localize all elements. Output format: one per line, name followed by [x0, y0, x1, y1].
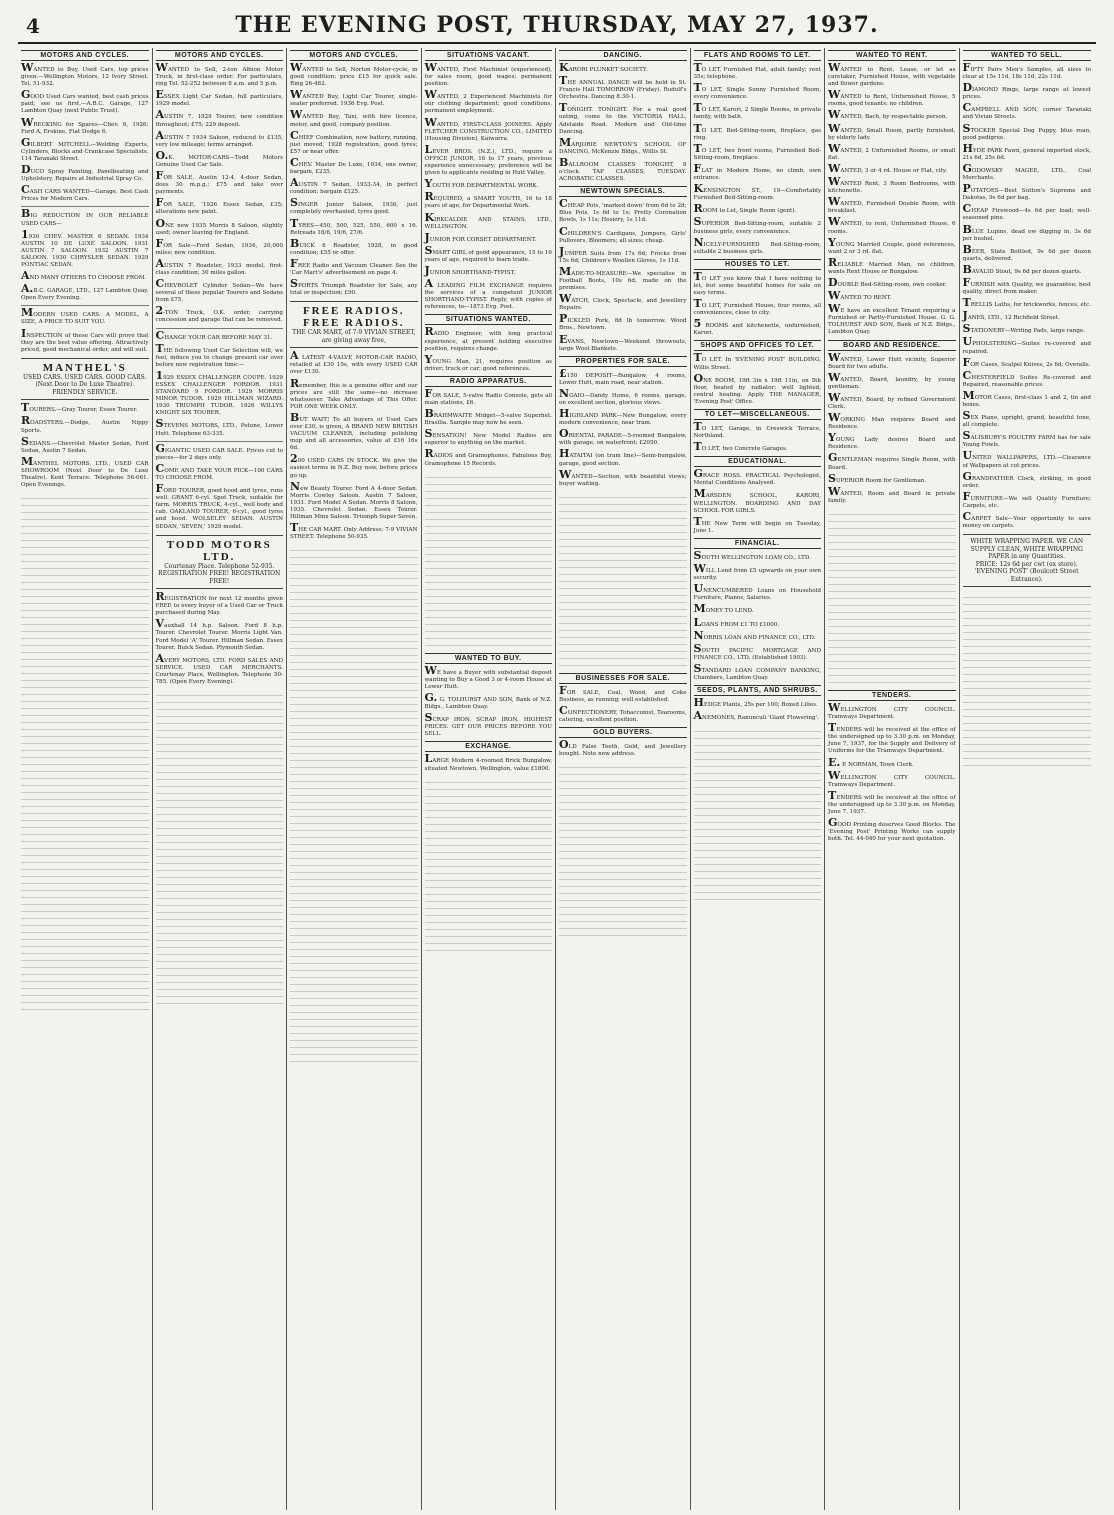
classified-ad: A.B.C. GARAGE, LTD., 127 Lambton Quay. Open Every Evening.	[21, 282, 149, 302]
classified-ad: SOUTH PACIFIC MORTGAGE AND FINANCE CO., LTD. (Established 1903).	[693, 641, 821, 661]
classified-ad: WANTED to Sell, 2-ton Albion Motor Truck, in first-class order. For particulars, ring Tel. 52-252 between 8 a.m. and 5 p.m.	[155, 61, 283, 88]
divider	[156, 441, 284, 442]
classified-ad: AVERY MOTORS, LTD. FORD SALES AND SERVICE. USED CAR MERCHANTS. Courtenay Place, Wellington. Telephone 50-785. (Open Every Evening).	[155, 651, 283, 686]
classified-ad: RADIOS and Gramophones. Fabulous Buy, Gramophone 15 Records.	[424, 447, 552, 467]
classified-ad: UPHOLSTERING—Suites re-covered and repaired.	[962, 335, 1091, 355]
classified-ad: ROOM to Let, Single Room (gent).	[693, 202, 797, 216]
classified-ad: CAMPBELL AND SON, corner Taranaki and Vivian Streets.	[962, 101, 1091, 121]
classified-ad: YOUNG Married Couple, good references, want 2 or 3 rd. flat.	[828, 235, 956, 255]
classified-ad: BEER, State Bottled, 9s 6d per dozen quarts, delivered.	[962, 242, 1091, 262]
section-heading: WANTED TO RENT.	[828, 50, 956, 61]
classified-ad: WANTED, FIRST-CLASS JOINERS. Apply FLETCHER CONSTRUCTION CO., LIMITED (Housing Division), Kaiwarra.	[424, 115, 552, 142]
section-heading: WANTED TO BUY.	[425, 653, 553, 664]
classified-ad: SINGER Junior Saloon, 1936, just completely overhauled, tyres good.	[290, 196, 418, 216]
classified-ad: TENDERS will be received at the office of the undersigned up to 3.30 p.m. on Monday, June 7, 1937, for the Supply and Delivery of Uniforms for the Tramways Department.	[828, 721, 956, 755]
classified-ad: ONE new 1935 Morris 8 Saloon, slightly used; owner leaving for England.	[155, 216, 283, 236]
classified-ad: WANTED, First Machinist (experienced), for sales room, good wages; permanent position.	[424, 61, 552, 88]
classified-ad: WRECKING for Spares—Chev. 6, 1926; Ford A, Erskine, Fiat Dodge 6.	[21, 115, 149, 135]
classified-ad: WANTED to Rent, Lease, or let as caretaker, Furnished House, with vegetable and flower gardens.	[828, 61, 956, 88]
classified-ad: CHEVROLET Cylinder Sedan—We have several of these popular Tourers and Sedans from £75.	[155, 277, 283, 304]
classified-ad: EVANS, Newtown—Weekend throwouts, large Wool Blankets.	[559, 332, 687, 352]
classified-ad: STATIONERY—Writing Pads, large range.	[962, 322, 1086, 336]
classified-ad: MONEY TO LEND.	[693, 602, 754, 616]
classified-ad: TO LET, Karori, 2 Single Rooms, in private family, with bath.	[693, 101, 821, 121]
column-8	[960, 48, 1095, 1510]
classified-ad: CHILDREN'S Cardigans, Jumpers, Girls' Pullovers, Bloomers; all sizes; cheap.	[559, 224, 687, 244]
classified-ad: HYDE PARK Fawn, general imported stock, 21s 6d, 25s 6d.	[962, 141, 1091, 161]
text-block-filler	[694, 725, 822, 905]
classified-ad: WORKING Man requires Board and Residence.	[828, 411, 956, 431]
classified-ad: WILL Lend from £5 upwards on your own security.	[693, 562, 821, 582]
text-block-filler	[21, 492, 149, 1012]
column-5	[556, 48, 691, 1510]
classified-ad: TO LET, two Concrete Garages.	[693, 440, 788, 454]
classified-ad: FURNITURE—We sell Quality Furniture; Carpets, etc.	[962, 489, 1091, 509]
classified-ad: WANTED to Sell, Norton Motor-cycle, in good condition; price £15 for quick sale. Ring 26-482.	[290, 61, 418, 88]
classified-ad: FOR SALE, Coal, Wood, and Coke Business, as running; well established.	[559, 683, 687, 703]
classified-ad: JUMPER Suits from 17s 6d; Frocks from 15s 6d; Children's Woollen Gloves, 1s 11d.	[559, 244, 687, 264]
classified-ad: WANTED TO RENT.	[828, 289, 892, 303]
masthead	[18, 8, 1096, 44]
classified-ad: WANTED, Lower Hutt vicinity, Superior Board for two adults.	[828, 350, 956, 370]
classified-ad: TO LET, Garage, in Creswick Terrace, Northland.	[693, 420, 821, 440]
classified-ad: FOR SALE, 5-valve Radio Console, gets all main stations, £6.	[424, 386, 552, 406]
classified-ad: THE CAR MART. Only Address: 7-9 VIVIAN STREET. Telephone 50-935.	[290, 521, 418, 541]
classified-ad: SUPERIOR Room for Gentleman.	[828, 471, 927, 485]
display-ad	[290, 301, 418, 348]
classified-ad: GOOD Printing deserves Good Blocks. The 'Evening Post' Printing Works can supply both. Tel. 44-040 for your next quotation.	[828, 816, 956, 843]
classified-ad: FIFTY Pairs Men's Samples, all sizes to clear at 15s 11d, 18s 11d, 22s 11d.	[962, 61, 1091, 81]
classified-ad: SMART GIRL of good appearance, 15 to 16 years of age, required to learn trade.	[424, 243, 552, 263]
classified-ad: OLD False Teeth, Gold, and Jewellery bought. Note new address.	[559, 738, 687, 758]
classified-ad: FOR SALE, Austin 12-4, 4-door Sedan, does 30 m.p.g.; £75 and take over payments.	[155, 169, 283, 196]
classified-ad: Vauxhall 14 h.p. Saloon. Ford 8 h.p. Tourer. Chevrolet Tourer. Morris Light Van. Ford Model 'A' Tourer. Hillman Sedan. Essex Tourer. Buick Sedan. Plymouth Sedan.	[155, 617, 283, 651]
divider	[156, 328, 284, 329]
classified-ad: PICKLED Pork, 8d lb tomorrow. Wood Bros., Newtown.	[559, 312, 687, 332]
classified-ad: SALISBURY'S POULTRY FARM has for sale Young Fowls.	[962, 429, 1091, 449]
classified-ad: MARJORIE NEWTON'S SCHOOL OF DANCING, McKenzie Bldgs., Willis St.	[559, 135, 687, 155]
column-4	[422, 48, 557, 1510]
divider	[21, 305, 149, 306]
display-ad-price: PRICE: 12s 6d per cwt (ex store).	[975, 560, 1078, 568]
section-heading: BOARD AND RESIDENCE.	[828, 340, 956, 351]
classified-ad: BLUE Lupins, dead ow digging in, 3s 6d per bushel.	[962, 222, 1091, 242]
classified-ad: RELIABLE Married Man, no children, wants Rent House or Bungalow.	[828, 255, 956, 275]
classified-ad: AUSTIN 7 Roadster, 1933 model, first-class condition; 30 miles gallon.	[155, 256, 283, 276]
section-heading: SHOPS AND OFFICES TO LET.	[694, 340, 822, 351]
section-heading: MOTORS AND CYCLES.	[290, 50, 418, 61]
classified-ad: YOUNG Man, 21, requires position as driver; truck or car; good references.	[424, 352, 552, 372]
classified-ad: WANTED, to rent, Unfurnished House, 6 rooms.	[828, 215, 956, 235]
classified-ad: TO LET, Single Sunny Furnished Room, every convenience.	[693, 81, 821, 101]
classified-ad: MODERN USED CARS. A MODEL, A SIZE, A PRICE TO SUIT YOU.	[21, 306, 149, 326]
section-heading: TENDERS.	[828, 690, 956, 701]
classified-ad: ONE ROOM, 19ft 3in x 19ft 11in, on 5th floor, heated by radiator; well lighted, central heating. Apply THE MANAGER, 'Evening Post' Office.	[693, 371, 821, 405]
classified-ad: UNITED WALLPAPERS, LTD.—Clearance of Wallpapers at cut prices.	[962, 449, 1091, 469]
classified-ad: NICELY-FURNISHED Bed-Sitting-room, suitable 2 business girls.	[693, 235, 821, 255]
classified-ad: KARORI PLUNKET SOCIETY.	[559, 61, 648, 74]
classified-ad: WANTED, Board, by refined Government Clerk.	[828, 390, 956, 410]
section-heading: SEEDS, PLANTS, AND SHRUBS.	[694, 685, 822, 696]
section-heading: NEWTOWN SPECIALS.	[559, 186, 687, 197]
classified-ad: WELLINGTON CITY COUNCIL. Tramways Department.	[828, 700, 956, 721]
classified-ad: SOUTH WELLINGTON LOAN CO., LTD.	[693, 548, 811, 562]
classified-ad: JUNIOR SHORTHAND-TYPIST.	[424, 263, 516, 277]
classified-ad: AND MANY OTHERS TO CHOOSE FROM.	[21, 269, 147, 283]
classified-ad: WANTED to Buy, Used Cars, top prices given.—Wellington Motors, 12 Ivory Street. Tel. 51-932.	[21, 61, 149, 88]
section-heading: FLATS AND ROOMS TO LET.	[694, 50, 822, 61]
section-heading: SITUATIONS WANTED.	[425, 314, 553, 325]
classified-ad: FORD TOURER, good hood and tyres, runs well. GRANT 6-cyl. Spot Truck, suitable for farm. MORRIS TRUCK, 4-cyl., well body and cab. OAKLAND TOURER, 6-cyl., good tyres and hood. WOLSELEY SEDAN. AUSTIN SEDAN, 'SEVEN,' 1929 model.	[155, 482, 283, 530]
classified-ad: BRAHMWAITE Midget—5-valve Superhet. Brasilia. Sample may now be seen.	[424, 407, 552, 427]
classified-ad: GIGANTIC USED CAR SALE. Prices cut to pieces—for 2 days only.	[155, 441, 283, 461]
classified-ad: WANTED, 2 Experienced Machinists for our clothing department; good conditions, permanent employment.	[424, 88, 552, 115]
classified-ad: CONFECTIONERY, Tobacconist, Tearooms, catering, excellent position.	[559, 704, 687, 724]
classified-ad: GODOWSKY MAGEE, LTD., Coal Merchants.	[962, 161, 1091, 182]
classified-ad: CHESTERFIELD Suites Re-covered and Repaired, reasonable prices.	[962, 368, 1091, 388]
classified-ad: WANTED, Board, laundry, by young gentleman.	[828, 370, 956, 390]
classified-ad: TO LET, Furnished Flat, adult family; rent 35s; telephone.	[693, 61, 821, 81]
classified-ad: E. P. NORMAN, Town Clerk.	[828, 755, 914, 769]
classified-ad: KIRKCALDIE AND STAINS, LTD., WELLINGTON.	[424, 210, 552, 230]
classified-ad: New Beauty Tourer. Ford A 4-door Sedan. Morris Cowley Saloon. Austin 7 Saloon, 1931. Ford Model A Sedan. Morris 8 Saloon, 1935. Chevrolet Sedan. Essex Tourer. Hillman Minx Saloon. Triumph Super Seven.	[290, 479, 418, 521]
classified-ad: LOANS FROM £1 TO £1000.	[693, 615, 780, 629]
classified-ad: WE have a Buyer with substantial deposit wanting to Buy a Good 3 or 4-room House at Lower Hutt.	[424, 663, 552, 690]
classified-ad: BIG REDUCTION IN OUR RELIABLE USED CARS—	[21, 207, 149, 227]
display-ad-text: THE CAR MART, of 7-9 VIVIAN STREET, are giving away free,	[292, 329, 416, 344]
classified-ad: SEDANS.—Chevrolet Master Sedan, Ford Sedan, Austin 7 Sedan.	[21, 434, 149, 454]
classified-ad: A LEADING FILM EXCHANGE requires the services of a competent JUNIOR SHORTHAND-TYPIST. Reply, with copies of references, to—1873 Evg. Post.	[424, 277, 552, 311]
classified-ad: TENDERS will be received at the office of the undersigned up to 3.30 p.m. on Monday, June 7, 1937.	[828, 788, 956, 815]
classified-ad: JUNIOR FOR CORSET DEPARTMENT.	[424, 230, 537, 244]
display-ad	[156, 535, 284, 590]
classified-ad: WATCH, Clock, Spectacle, and Jewellery Repairs.	[559, 292, 687, 312]
classified-ad: WANTED, Furnished Double Room, with breakfast.	[828, 195, 956, 215]
classified-ad: MARSDEN SCHOOL, KARORI, WELLINGTON. BOARDING AND DAY SCHOOL FOR GIRLS.	[693, 487, 821, 514]
section-heading: PROPERTIES FOR SALE.	[559, 356, 687, 367]
classified-ad: GENTLEMAN requires Single Room, with Board.	[828, 451, 956, 471]
display-ad-text: Courtenay Place. Telephone 52-935. REGISTRATION FREE! REGISTRATION FREE!	[158, 562, 281, 585]
classified-ad: CHEV. Master De Luxe, 1934, one owner, bargain, £235.	[290, 155, 418, 176]
text-block-filler	[559, 491, 687, 671]
column-1	[18, 48, 153, 1510]
classified-ad: TO LET. In 'EVENING POST' BUILDING, Willis Street.	[693, 351, 821, 371]
classified-ad: BUT WAIT! To all buyers of Used Cars over £30, is given, A BRAND NEW BRITISH VACUUM CLEANER, including polishing mop and all accessories, value at £16 16s 6d.	[290, 410, 418, 452]
classified-ad: HEDGE Plants, 25s per 100; Boxed Lilies.	[693, 696, 818, 710]
classified-ad: TYRES—450, 500, 525, 550, 600 x 16. Retreads 18/6, 19/6, 27/6.	[290, 216, 418, 236]
classified-ad: STANDARD LOAN COMPANY BANKING, Chambers, Lambton Quay.	[693, 661, 821, 681]
text-block-filler	[425, 471, 553, 651]
classified-ad: FLAT in Modern Home, no climb, own entrance.	[693, 161, 821, 182]
classified-ad: JANES, LTD., 12 Richfield Street.	[962, 309, 1060, 323]
column-6	[691, 48, 826, 1510]
classified-ad: DUCO Spray Painting, Panelbeating and Upholstery, Repairs at Industrial Spray Co.	[21, 163, 149, 183]
classified-ad: FOR Sale—Ford Sedan, 1934, 20,000 miles; new condition.	[155, 236, 283, 256]
classified-ad: WANTED, Bach, by respectable person.	[828, 108, 948, 122]
classified-ad: WELLINGTON CITY COUNCIL. Tramways Department.	[828, 768, 956, 788]
classified-ad: MANTHEL MOTORS, LTD., USED CAR SHOWROOM (Next Door to De Luxe Theatre). Kent Terrace. Telephone 56-061. Open Evenings.	[21, 454, 149, 489]
classified-ad: CARPET Sale—Your opportunity to save money on carpets.	[962, 510, 1091, 530]
classified-ad: LEVER BROS. (N.Z.), LTD., require a OFFICE JUNIOR, 16 to 17 years, previous experience unnecessary; preference will be given to applicants residing in Hutt Valley.	[424, 142, 552, 177]
classified-ad: TO LET, Furnished House, four rooms, all conveniences, close to city.	[693, 297, 821, 317]
classified-ad: WANTED Rent, 3 Room Bedrooms, with kitchenette.	[828, 175, 956, 195]
section-heading: FINANCIAL.	[694, 538, 822, 549]
display-ad-title: FREE RADIOS. FREE RADIOS.	[302, 305, 405, 330]
classified-ad: HATAITAI (on tram line)—Semi-bungalow, garage, good section.	[559, 447, 687, 467]
display-ad-text: WHITE WRAPPING PAPER. WE CAN SUPPLY CLEAN, WHITE WRAPPING PAPER in any Quantities.	[970, 538, 1084, 561]
classified-ad: ANEMONES, Ranunculi 'Giant Flowering'.	[693, 709, 819, 723]
text-block-filler	[290, 544, 418, 1064]
classified-ad: WANTED to Rent, Unfurnished House, 5 rooms, good tenants; no children.	[828, 88, 956, 108]
classified-ad: FREE Radio and Vacuum Cleaner. See the 'Car Mart's' advertisement on page 4.	[290, 256, 418, 276]
display-ad-address: 'EVENING POST' (Boulcott Street Entrance).	[974, 568, 1079, 583]
section-heading: GOLD BUYERS.	[559, 727, 687, 738]
classified-ad: WE have an excellent Tenant requiring a Furnished or Partly-Furnished House. G. G. TOLHURST AND SON, Bank of N.Z. Bldgs., Lambton Quay.	[828, 302, 956, 336]
classified-ad: YOUTH FOR DEPARTMENTAL WORK.	[424, 177, 539, 191]
display-ad-title: TODD MOTORS LTD.	[166, 538, 272, 563]
classified-ad: Remember, this is a genuine offer and our prices are still the same—no increase whatsoever. Take Advantage of This Offer. FOR ONE WEEK ONLY.	[290, 376, 418, 410]
classified-ad: GOOD Used Cars wanted, best cash prices paid; see us first.—A.B.C. Garage, 127 Lambton Quay (next Public Trust).	[21, 88, 149, 115]
column-3	[287, 48, 422, 1510]
classified-ad: SPORTS Triumph Roadster for Sale, any trial or inspection; £90.	[290, 277, 418, 297]
classified-ad: WANTED, Small Room, partly furnished, by elderly lady.	[828, 121, 956, 141]
classified-ad: ESSEX Light Car Sedan, full particulars, 1929 model.	[155, 88, 283, 108]
classified-ad: A LATEST 4-VALVE MOTOR-CAR RADIO, retailed at £30 15s, with every USED CAR over £130.	[290, 349, 418, 376]
classified-ad: REGISTRATION for next 12 months given FREE to every buyer of a Used Car or Truck purchased during May.	[155, 590, 283, 617]
section-heading: EXCHANGE.	[425, 741, 553, 752]
classified-ad: UNENCUMBERED Loans on Household Furniture, Pianos, Salaries.	[693, 582, 821, 602]
text-block-filler	[559, 761, 687, 941]
classified-ad: POTATOES—Best Sutton's Supreme and Dakotas, 9s 6d per bag.	[962, 182, 1091, 202]
classified-ad: HIGHLAND PARK—New Bungalow, every modern convenience, near tram.	[559, 407, 687, 427]
classified-ad: NORRIS LOAN AND FINANCE CO., LTD.	[693, 628, 816, 642]
classified-ad: WANTED Buy, Taxi, with hire licence, motor, and good, company position.	[290, 108, 418, 128]
classified-ad: INSPECTION of these Cars will prove that they are the best value offering. Attractively priced, good mechanical order, and will suit.	[21, 326, 149, 353]
classified-ad: STEVENS MOTORS, LTD., Petone, Lower Hutt. Telephone 63-335.	[155, 417, 283, 437]
section-heading: MOTORS AND CYCLES.	[21, 50, 149, 61]
classified-ad: G. G. TOLHURST AND SON, Bank of N.Z. Bldgs., Lambton Quay.	[424, 690, 552, 711]
classified-ad: DIAMOND Rings, large range at lowest prices.	[962, 81, 1091, 101]
classified-ad: MOTOR Cases, first-class 1 and 2, tin and boxes.	[962, 388, 1091, 408]
text-block-filler	[156, 689, 284, 1009]
section-heading: HOUSES TO LET.	[694, 259, 822, 270]
classified-ad: KENSINGTON ST., 19—Comfortably Furnished Bed-Sitting-room.	[693, 182, 821, 202]
classified-ad: FOR SALE, '1926 Essex Sedan, £35; alterations new paint.	[155, 196, 283, 216]
classified-ad: ROADSTERS.—Dodge, Austin Nippy Sports.	[21, 414, 149, 434]
display-ad-title: MANTHEL'S	[42, 361, 127, 374]
classified-ad: COME AND TAKE YOUR PICK—100 CARS TO CHOOSE FROM.	[155, 461, 283, 481]
classified-ad: 1930 CHEV. MASTER 6 SEDAN. 1934 AUSTIN 10 DE LUXE SALOON. 1931 AUSTIN 7 SALOON. 1932 AUSTIN 7 SALOON. 1930 CHRYSLER SEDAN. 1929 PONTIAC SEDAN.	[21, 227, 149, 268]
newspaper-title: THE EVENING POST, THURSDAY, MAY 27, 1937.	[235, 12, 879, 38]
classified-ad: CHEAP Firewood—4s 6d per load; well-seasoned pine.	[962, 202, 1091, 222]
classified-ad: AUSTIN 7 1934 Saloon, reduced to £135, very low mileage; terms arranged.	[155, 128, 283, 148]
classified-ad: YOUNG Lady desires Board and Residence.	[828, 431, 956, 451]
classified-ad: TOURERS.—Gray Tourer, Essex Tourer.	[21, 401, 138, 415]
text-block-filler	[828, 508, 956, 688]
classified-ad: AUSTIN 7 Sedan, 1933-34, in perfect condition; bargain £125.	[290, 176, 418, 196]
text-block-filler	[425, 776, 553, 956]
section-heading: TO LET—MISCELLANEOUS.	[694, 409, 822, 420]
section-heading: EDUCATIONAL.	[694, 456, 822, 467]
section-heading: WANTED TO SELL.	[963, 50, 1092, 61]
classified-ad: WANTED, 2 Unfurnished Rooms, or small flat.	[828, 141, 956, 161]
classified-ad: WANTED, Room and Board in private family.	[828, 484, 956, 504]
classified-ad: 5 ROOMS and kitchenette, unfurnished, Karori.	[693, 317, 821, 337]
classified-ad: FURNISH with Quality, we guarantee; best quality, direct from maker.	[962, 275, 1091, 296]
display-ad	[21, 358, 149, 401]
classified-ad: CHIEF Combination, now battery, running, just moved, 1928 registration, good tyres; £57 or near offer.	[290, 128, 418, 155]
classified-ad: O.K. MOTOR-CARS—Todd Motors Genuine Used Car Sale.	[155, 148, 283, 168]
classified-ad: TRELLIS Laths, for brickworks, fences, etc.	[962, 296, 1091, 310]
classified-ad: DOUBLE Bed-Sitting-room, own cooker.	[828, 275, 947, 289]
classified-ad: £150 DEPOSIT—Bungalow, 4 rooms, Lower Hutt, main road, near station.	[559, 366, 687, 386]
classified-ad: CASH CARS WANTED—Garage. Best Cash Prices for Modern Cars.	[21, 183, 149, 203]
classified-ad: SCRAP IRON. SCRAP IRON. HIGHEST PRICES. GET OUR PRICES BEFORE YOU SELL.	[424, 711, 552, 738]
classified-ad: NGAIO—Dandy Home, 6 rooms, garage, on excellent section, glorious views.	[559, 386, 687, 406]
section-heading: DANCING.	[559, 50, 687, 61]
classified-ad: STOCKER Special Dog Puppy, blue roan, good pedigree.	[962, 121, 1091, 141]
classified-ad: THE New Term will begin on Tuesday, June 1.	[693, 514, 821, 534]
classified-ad: WANTED Buy, Light Car Tourer, single-seater preferred. 1936 Evg. Post.	[290, 88, 418, 108]
divider	[21, 206, 149, 207]
section-heading: RADIO APPARATUS.	[425, 376, 553, 387]
classified-ad: TO LET, Bed-Sitting-room, fireplace, gas ring.	[693, 121, 821, 141]
column-2	[153, 48, 288, 1510]
classified-ad: BAVALID Stout, 9s 6d per dozen quarts.	[962, 262, 1082, 276]
classified-ad: SUPERIOR Bed-Sitting-room, suitable 2 business girls, every convenience.	[693, 215, 821, 235]
classified-ad: FOR Cases, Scalpel Knives, 2s 6d; Overalls.	[962, 355, 1091, 369]
classified-ad: GILBERT MITCHELL—Welding Experts, Cylinders, Blocks and Crankcase Specialists. 114 Taranaki Street.	[21, 135, 149, 162]
page-number: 4	[26, 14, 40, 38]
classified-ad: AUSTIN 7, 1929 Tourer, new condition throughout; £75; 229 deposit.	[155, 108, 283, 128]
classified-ad: BALLROOM CLASSES TONIGHT, 8 o'clock. TAP CLASSES, TUESDAY. ACROBATIC CLASSES.	[559, 155, 687, 183]
classified-ad: CHEAP Pots, 'marked down' from 6d to 2d; Blue Pots, 1s 6d to 1s; Pretty Coronation Bowls, 1s 11s; Hosiery, 1s 11d.	[559, 197, 687, 224]
classified-ad: RADIO Engineer, with long practical experience, at present holding executive position, requires change.	[424, 325, 552, 352]
text-block-filler	[963, 591, 1092, 771]
classified-ad: GRACE ROSS. PRACTICAL Psychologist, Mental Conditions Analysed.	[693, 467, 821, 487]
classified-ad: 200 USED CARS IN STOCK. We give the easiest terms in N.Z. Buy now, before prices go up.	[290, 452, 418, 479]
classified-ad: SEX Piano, upright, grand, beautiful tone, all complete.	[962, 409, 1091, 429]
classified-ad: GRANDFATHER Clock, striking, in good order.	[962, 469, 1091, 489]
columns	[18, 48, 1096, 1510]
classified-ad: WANTED—Section, with beautiful views; buyer waiting.	[559, 467, 687, 487]
classified-ad: BUICK 6 Roadster, 1928, in good condition; £55 or offer.	[290, 236, 418, 256]
classified-ad: ORIENTAL PARADE—5-roomed Bungalow, with garage, on waterfront; £2050.	[559, 427, 687, 447]
classified-ad: TO LET you know that I have nothing to let, but some beautiful homes for sale on easy terms.	[693, 269, 821, 296]
classified-ad: REQUIRED, a SMART YOUTH, 16 to 18 years of age, for Departmental Work.	[424, 190, 552, 210]
classified-ad: TO LET, two front rooms, Furnished Bed-Sitting-room, fireplace.	[693, 141, 821, 161]
classified-ad: THE ANNUAL DANCE will be held in St. Francis Hall TOMORROW (Friday). Rudolf's Orchestra. Dancing 8.30-1.	[559, 74, 687, 101]
classified-ad: 1929 ESSEX CHALLENGER COUPE. 1929 ESSEX CHALLENGER FORDOR. 1931 STANDARD 9 FORDOR. 1929 MORRIS MINOR TUDOR. 1929 HILLMAN WIZARD. 1930 TRIUMPH TUDOR. 1926 WILLYS KNIGHT SIX TOURER.	[155, 368, 283, 417]
display-ad	[963, 534, 1092, 587]
section-heading: SITUATIONS VACANT.	[425, 50, 553, 61]
section-heading: BUSINESSES FOR SALE.	[559, 673, 687, 684]
classified-ad: LARGE Modern 4-roomed Brick Bungalow, situated Newtown, Wellington, value £1800.	[424, 752, 552, 772]
section-heading: MOTORS AND CYCLES.	[156, 50, 284, 61]
classified-ad: CHANGE YOUR CAR BEFORE MAY 31.	[155, 328, 273, 342]
display-ad-text: USED CARS. USED CARS. GOOD CARS. (Next Door to De Luxe Theatre). FRIENDLY SERVICE.	[23, 373, 147, 396]
classified-ad: WANTED, 3 or 4 rd. House or Flat, city.	[828, 161, 948, 175]
classified-ad: 2-TON Truck, O.K. order, carrying concession and garage that can be removed.	[155, 304, 283, 324]
classified-ad: MADE-TO-MEASURE—We specialise in Football Boots, 10s 6d, made on the premises.	[559, 264, 687, 292]
classified-ad: TONIGHT. TONIGHT. For a real good outing, come to the VICTORIA HALL, Adelaide Road. Modern and Old-time Dancing.	[559, 101, 687, 135]
classified-ad: SENSATION! New Model Radios are superior to anything on the market.	[424, 427, 552, 447]
column-7	[825, 48, 960, 1510]
classified-ad: THE following Used Car Selection will, we feel, induce you to change present car over before new registration time:—	[155, 341, 283, 368]
